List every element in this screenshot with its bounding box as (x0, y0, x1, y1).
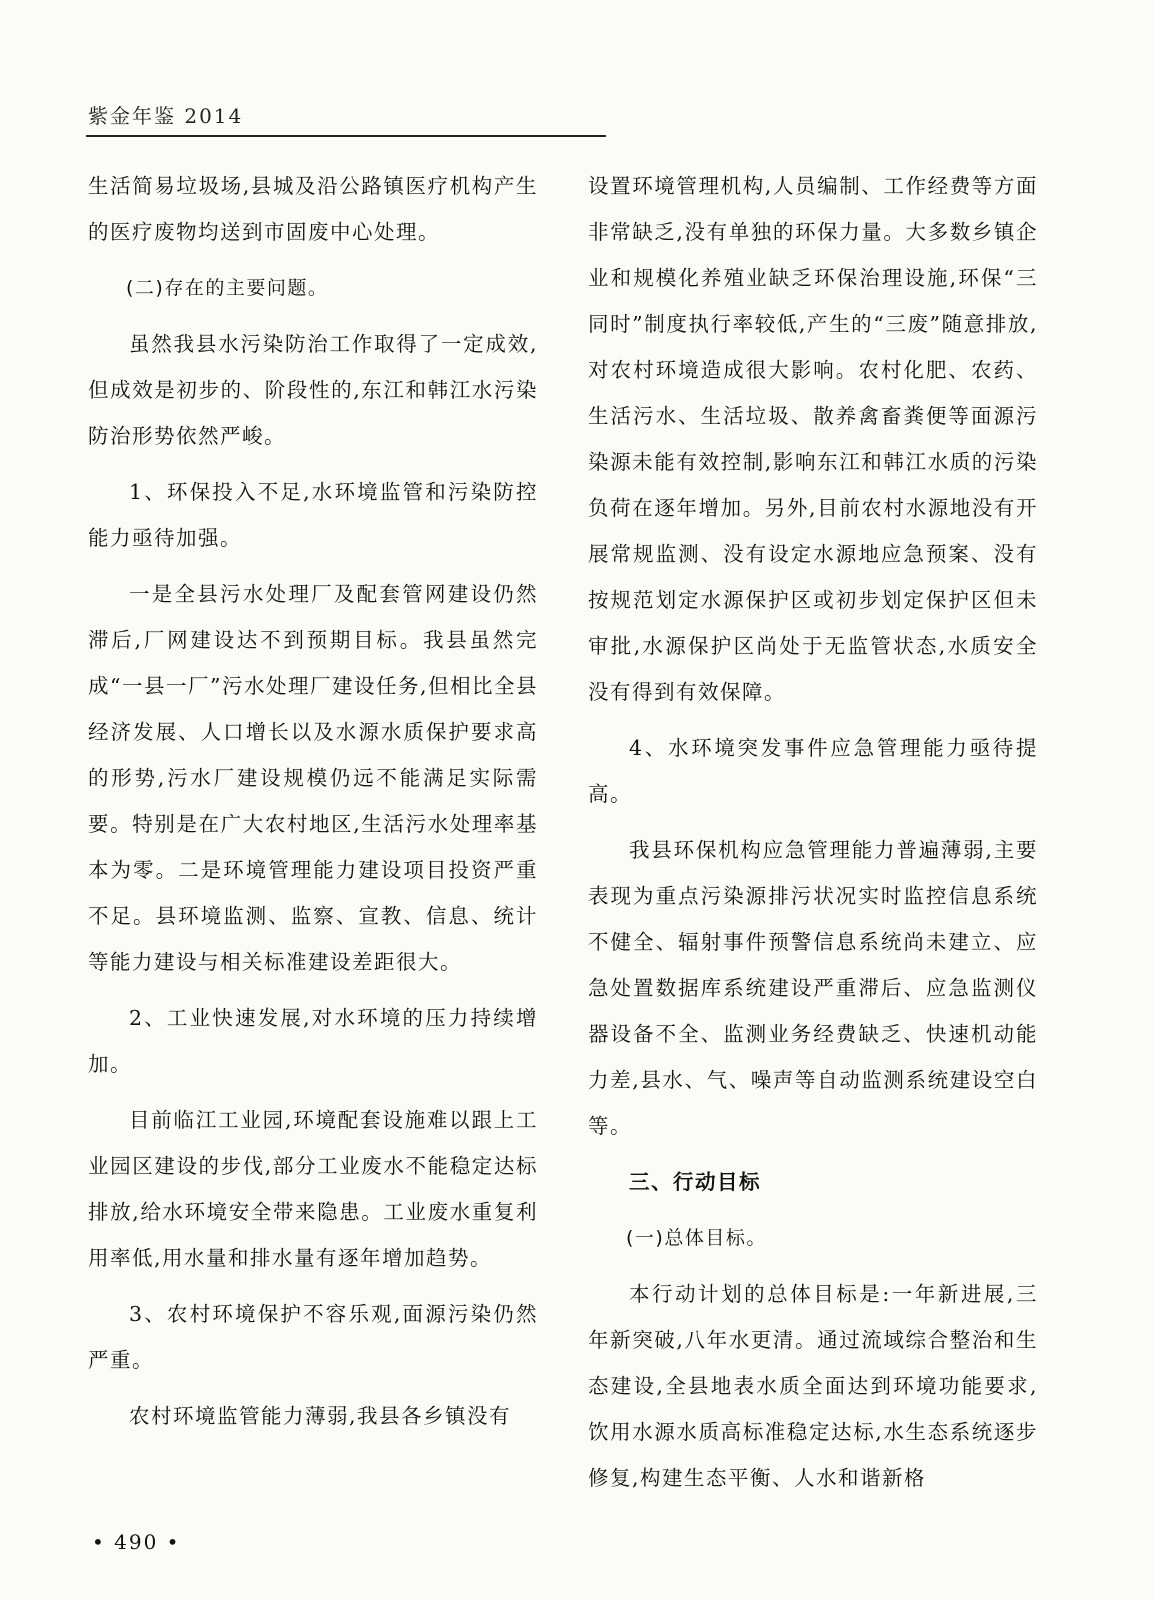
paragraph: 目前临江工业园,环境配套设施难以跟上工业园区建设的步伐,部分工业废水不能稳定达标排放,给水环境安全带来隐患。工业废水重复利用率低,用水量和排水量有逐年增加趋势。 (88, 1108, 538, 1270)
paragraph: 本行动计划的总体目标是:一年新进展,三年新突破,八年水更清。通过流域综合整治和生态建设,全县地表水质全面达到环境功能要求,饮用水源水质高标准稳定达标,水生态系统逐步修复,构建生态平衡、人水和谐新格 (588, 1282, 1038, 1490)
paragraph: 一是全县污水处理厂及配套管网建设仍然滞后,厂网建设达不到预期目标。我县虽然完成“一县一厂”污水处理厂建设任务,但相比全县经济发展、人口增长以及水源水质保护要求高的形势,污水厂建设规模仍远不能满足实际需要。特别是在广大农村地区,生活污水处理率基本为零。二是环境管理能力建设项目投资严重不足。县环境监测、监察、宣教、信息、统计等能力建设与相关标准建设差距很大。 (88, 582, 538, 974)
numbered-heading: 2、工业快速发展,对水环境的压力持续增加。 (88, 1006, 538, 1076)
numbered-heading: 1、环保投入不足,水环境监管和污染防控能力亟待加强。 (88, 480, 538, 550)
paragraph: 农村环境监管能力薄弱,我县各乡镇没有 (129, 1404, 512, 1428)
paragraph: 虽然我县水污染防治工作取得了一定成效,但成效是初步的、阶段性的,东江和韩江水污染防治形势依然严峻。 (88, 332, 538, 448)
paragraph: 设置环境管理机构,人员编制、工作经费等方面非常缺乏,没有单独的环保力量。大多数乡镇企业和规模化养殖业缺乏环保治理设施,环保“三同时”制度执行率较低,产生的“三废”随意排放,对农村环境造成很大影响。农村化肥、农药、生活污水、生活垃圾、散养禽畜粪便等面源污染源未能有效控制,影响东江和韩江水质的污染负荷在逐年增加。另外,目前农村水源地没有开展常规监测、没有设定水源地应急预案、没有按规范划定水源保护区或初步划定保护区但未审批,水源保护区尚处于无监管状态,水质安全没有得到有效保障。 (588, 174, 1038, 704)
header-rule (86, 135, 606, 137)
right-column (588, 163, 1038, 1511)
page-number: • 490 • (92, 1530, 181, 1554)
running-header: 紫金年鉴 2014 (88, 104, 244, 128)
numbered-heading: 4、水环境突发事件应急管理能力亟待提高。 (588, 736, 1038, 806)
numbered-heading: 3、农村环境保护不容乐观,面源污染仍然严重。 (88, 1302, 538, 1372)
subheading: (一)总体目标。 (626, 1227, 767, 1249)
paragraph: 我县环保机构应急管理能力普遍薄弱,主要表现为重点污染源排污状况实时监控信息系统不健全、辐射事件预警信息系统尚未建立、应急处置数据库系统建设严重滞后、应急监测仪器设备不全、监测业务经费缺乏、快速机动能力差,县水、气、噪声等自动监测系统建设空白等。 (588, 838, 1038, 1138)
section-heading: 三、行动目标 (629, 1170, 761, 1194)
subheading: (二)存在的主要问题。 (126, 277, 329, 299)
paragraph: 生活简易垃圾场,县城及沿公路镇医疗机构产生的医疗废物均送到市固废中心处理。 (88, 174, 538, 244)
left-column (88, 163, 538, 1449)
